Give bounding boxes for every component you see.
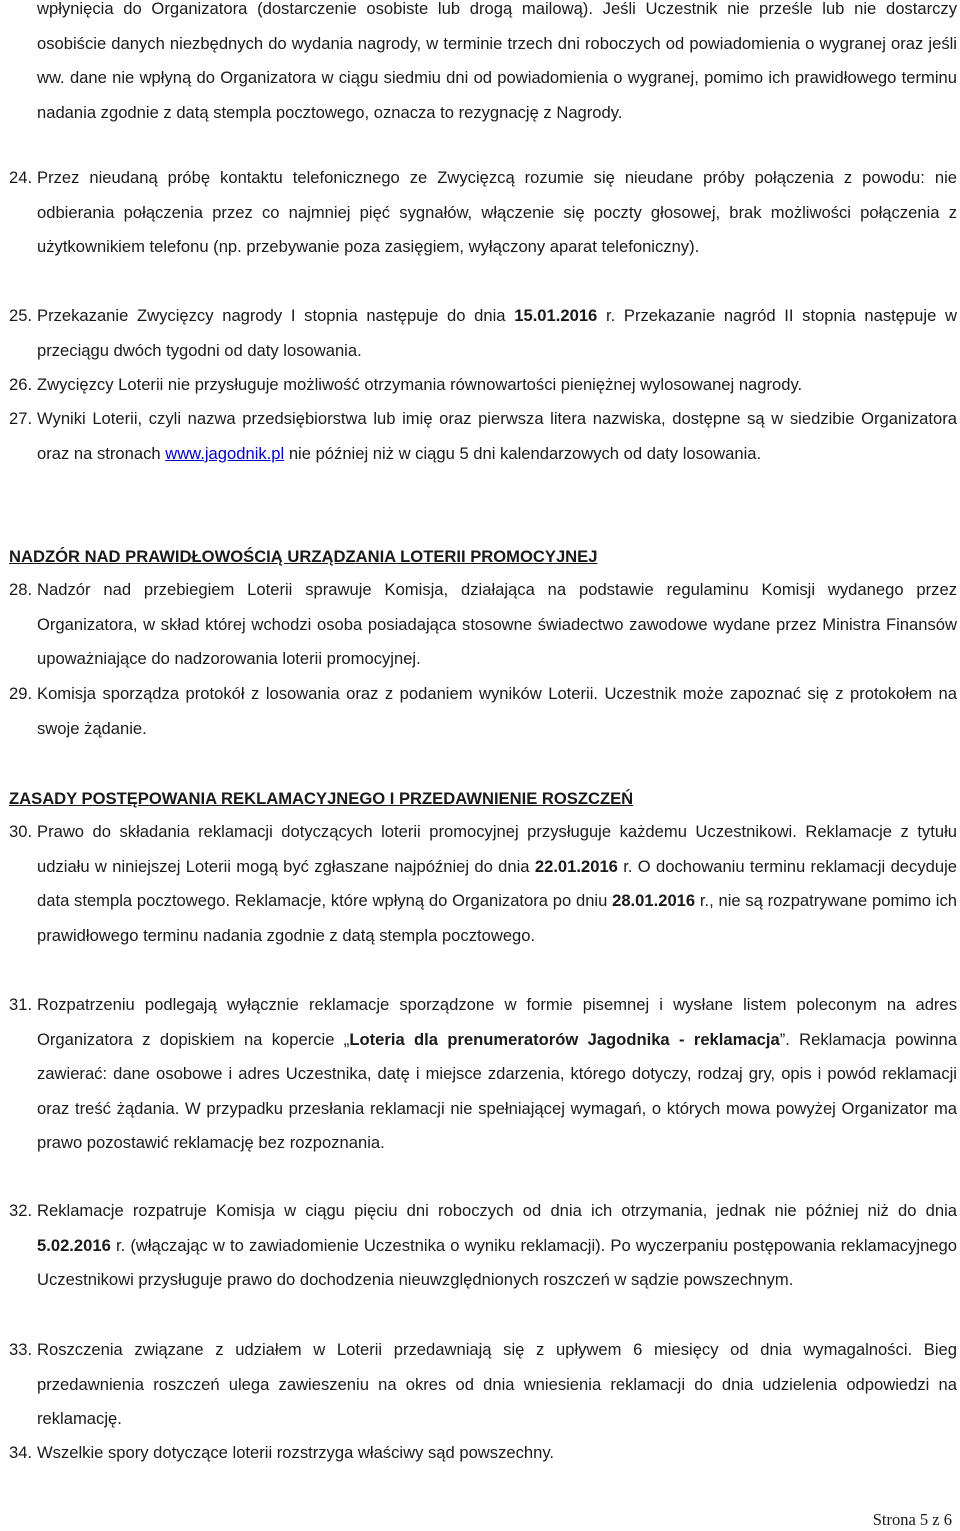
paragraph-34 bbox=[9, 1436, 957, 1471]
paragraph-number: 27. bbox=[9, 409, 33, 428]
paragraph-27 bbox=[9, 402, 957, 471]
date-bold: 15.01.2016 bbox=[514, 306, 598, 325]
page-number: Strona 5 z 6 bbox=[872, 1510, 952, 1529]
paragraph-text: Komisja sporządza protokół z losowania oraz z podaniem wyników Loterii. Uczestnik może zapoznać się z protokołem na swoje żądanie. bbox=[37, 684, 957, 738]
section-heading-supervision: NADZÓR NAD PRAWIDŁOWOŚCIĄ URZĄDZANIA LOTERII PROMOCYJNEJ bbox=[9, 547, 598, 566]
paragraph-26 bbox=[9, 368, 957, 403]
paragraph-28 bbox=[9, 573, 957, 677]
paragraph-number: 25. bbox=[9, 306, 33, 325]
paragraph-continuation: wpłynięcia do Organizatora (dostarczenie osobiste lub drogą mailową). Jeśli Uczestnik nie prześle lub nie dostarczy osobiście danych niezbędnych do wydania nagrody, w terminie trzech dni roboczych od powiadomienia o wygranej oraz jeśli ww. dane nie wpłyną do Organizatora w ciągu siedmiu dni od powiadomienia o wygranej, pomimo ich prawidłowego terminu nadania zgodnie z datą stempla pocztowego, oznacza to rezygnację z Nagrody. bbox=[37, 0, 957, 122]
paragraph-number: 34. bbox=[9, 1443, 33, 1462]
paragraph-text: Wyniki Loterii, czyli nazwa przedsiębiorstwa lub imię oraz pierwsza litera nazwiska, dostępne są w siedzibie Organizatora oraz na stronach www.jagodnik.pl nie później niż w ciągu 5 dni kalendarzowych od daty losowania. bbox=[37, 409, 957, 463]
paragraph-text: Reklamacje rozpatruje Komisja w ciągu pięciu dni roboczych od dnia ich otrzymania, jednak nie później niż do dnia 5.02.2016 r. (włączając w to zawiadomienie Uczestnika o wyniku reklamacji). Po wyczerpaniu postępowania reklamacyjnego Uczestnikowi przysługuje prawo do dochodzenia nieuwzględnionych roszczeń w sądzie powszechnym. bbox=[37, 1201, 957, 1290]
date-bold: 28.01.2016 bbox=[612, 891, 696, 911]
paragraph-text: Przez nieudaną próbę kontaktu telefonicznego ze Zwycięzcą rozumie się nieudane próby połączenia z powodu: nie odbierania połączenia przez co najmniej pięć sygnałów, włączenie się poczty głosowej, brak możliwości połączenia z użytkownikiem telefonu (np. przebywanie poza zasięgiem, wyłączony aparat telefoniczny). bbox=[37, 168, 957, 257]
paragraph-text: Zwycięzcy Loterii nie przysługuje możliwość otrzymania równowartości pieniężnej wylosowanej nagrody. bbox=[37, 375, 803, 394]
paragraph-number: 33. bbox=[9, 1340, 33, 1359]
paragraph-24 bbox=[9, 161, 957, 265]
paragraph-32 bbox=[9, 1194, 957, 1298]
paragraph-29 bbox=[9, 677, 957, 746]
paragraph-31 bbox=[9, 988, 957, 1161]
paragraph-33 bbox=[9, 1333, 957, 1437]
paragraph-30 bbox=[9, 815, 957, 953]
date-bold: 22.01.2016 bbox=[534, 856, 618, 876]
paragraph-text: Wszelkie spory dotyczące loterii rozstrzyga właściwy sąd powszechny. bbox=[37, 1443, 555, 1462]
paragraph-text: Rozpatrzeniu podlegają wyłącznie reklamacje sporządzone w formie pisemnej i wysłane listem poleconym na adres Organizatora z dopiskiem na kopercie „Loteria dla prenumeratorów Jagodnika - reklamacja”. Reklamacja powinna zawierać: dane osobowe i adres Uczestnika, datę i miejsce zdarzenia, którego dotyczy, rodzaj gry, opis i powód reklamacji oraz treść żądania. W przypadku przesłania reklamacji nie spełniającej wymagań, o których mowa powyżej Organizator ma prawo pozostawić reklamację bez rozpoznania. bbox=[37, 995, 958, 1153]
envelope-label-bold: Loteria dla prenumeratorów Jagodnika - reklamacja bbox=[349, 1029, 780, 1049]
paragraph-number: 31. bbox=[9, 995, 33, 1014]
paragraph-number: 26. bbox=[9, 375, 33, 394]
paragraph-number: 30. bbox=[9, 822, 33, 841]
date-bold: 5.02.2016 bbox=[37, 1235, 111, 1255]
paragraph-number: 28. bbox=[9, 580, 33, 599]
paragraph-text: Roszczenia związane z udziałem w Loterii przedawniają się z upływem 6 miesięcy od dnia wymagalności. Bieg przedawnienia roszczeń ulega zawieszeniu na okres od dnia wniesienia reklamacji do dnia udzielenia odpowiedzi na reklamację. bbox=[37, 1340, 957, 1429]
paragraph-text: Przekazanie Zwycięzcy nagrody I stopnia następuje do dnia 15.01.2016 r. Przekazanie nagród II stopnia następuje w przeciągu dwóch tygodni od daty losowania. bbox=[37, 306, 957, 360]
paragraph-number: 32. bbox=[9, 1201, 33, 1220]
paragraph-number: 29. bbox=[9, 684, 33, 703]
paragraph-text: Prawo do składania reklamacji dotyczących loterii promocyjnej przysługuje każdemu Uczestnikowi. Reklamacje z tytułu udziału w niniejszej Loterii mogą być zgłaszane najpóźniej do dnia 22.01.2016 r. O dochowaniu terminu reklamacji decyduje data stempla pocztowego. Reklamacje, które wpłyną do Organizatora po dniu 28.01.2016 r., nie są rozpatrywane pomimo ich prawidłowego terminu nadania zgodnie z datą stempla pocztowego. bbox=[37, 822, 957, 945]
paragraph-25 bbox=[9, 299, 957, 368]
website-link[interactable]: www.jagodnik.pl bbox=[165, 443, 285, 463]
paragraph-text: Nadzór nad przebiegiem Loterii sprawuje Komisja, działająca na podstawie regulaminu Komisji wydanego przez Organizatora, w skład której wchodzi osoba posiadająca stosowne świadectwo zawodowe wydane przez Ministra Finansów upoważniające do nadzorowania loterii promocyjnej. bbox=[37, 580, 957, 669]
paragraph-number: 24. bbox=[9, 168, 33, 187]
section-heading-complaints: ZASADY POSTĘPOWANIA REKLAMACYJNEGO I PRZEDAWNIENIE ROSZCZEŃ bbox=[9, 789, 634, 808]
